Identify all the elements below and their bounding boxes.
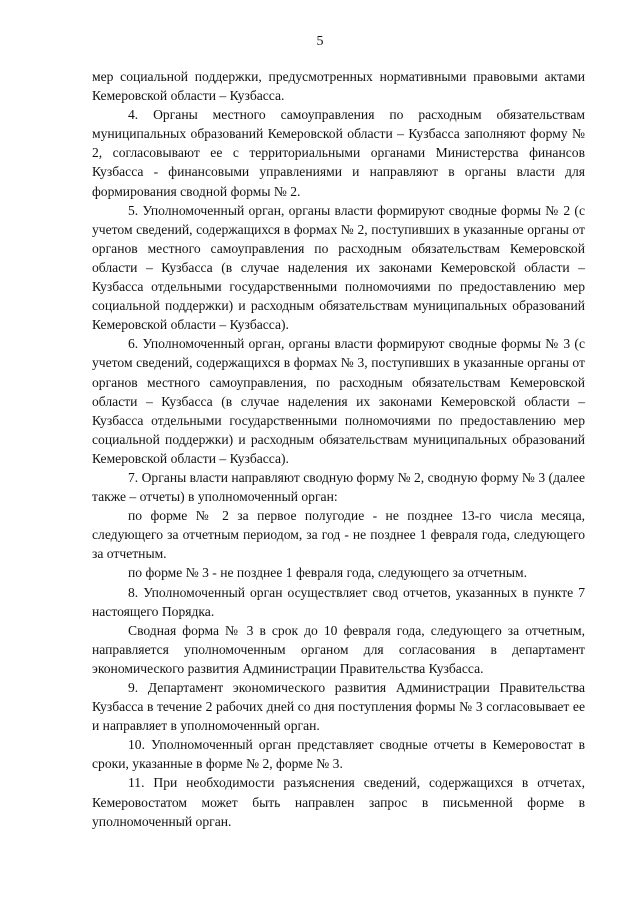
page-number: 5 bbox=[316, 34, 324, 49]
paragraph: 9. Департамент экономического развития Администрации Правительства Кузбасса в течение 2 рабочих дней со дня поступления формы № 3 согласовывает ее и направляет в уполномоченный орган. bbox=[92, 680, 585, 734]
paragraph: 4. Органы местного самоуправления по расходным обязательствам муниципальных образований Кемеровской области – Кузбасса заполняют форму № 2, согласовывают ее с территориальными органами Министерства финансов Кузбасса - финансовыми управлениями и направляют в органы власти для формирования сводной формы № 2. bbox=[92, 107, 585, 199]
paragraph: по форме № 3 - не позднее 1 февраля года, следующего за отчетным. bbox=[128, 565, 528, 581]
paragraph: 7. Органы власти направляют сводную форму № 2, сводную форму № 3 (далее также – отчеты) в уполномоченный орган: bbox=[92, 469, 585, 505]
document-body bbox=[92, 67, 585, 831]
paragraph: Сводная форма № 3 в срок до 10 февраля года, следующего за отчетным, направляется уполномоченным органом для согласования в департамент экономического развития Администрации Правительства Кузбасса. bbox=[92, 622, 585, 676]
paragraph: 8. Уполномоченный орган осуществляет свод отчетов, указанных в пункте 7 настоящего Порядка. bbox=[92, 584, 585, 619]
paragraph: мер социальной поддержки, предусмотренных нормативными правовыми актами Кемеровской области – Кузбасса. bbox=[92, 69, 585, 104]
paragraph: 5. Уполномоченный орган, органы власти формируют сводные формы № 2 (с учетом сведений, содержащихся в формах № 2, поступивших в указанные органы от органов местного самоуправления по расходным обязательствам Кемеровской области – Кузбасса (в случае наделения их законами Кемеровской области – Кузбасса отдельными государственными полномочиями по предоставлению мер социальной поддержки) и расходным обязательствам муниципальных образований Кемеровской области – Кузбасса). bbox=[92, 202, 585, 333]
paragraph: 11. При необходимости разъяснения сведений, содержащихся в отчетах, Кемеровостатом может быть направлен запрос в письменной форме в уполномоченный орган. bbox=[92, 775, 585, 829]
paragraph: по форме № 2 за первое полугодие - не позднее 13-го числа месяца, следующего за отчетным периодом, за год - не позднее 1 февраля года, следующего за отчетным. bbox=[92, 508, 585, 562]
paragraph: 6. Уполномоченный орган, органы власти формируют сводные формы № 3 (с учетом сведений, содержащихся в формах № 3, поступивших в указанные органы от органов местного самоуправления, по расходным обязательствам Кемеровской области – Кузбасса (в случае наделения их законами Кемеровской области – Кузбасса отдельными государственными полномочиями по предоставлению мер социальной поддержки) и расходным обязательствам муниципальных образований Кемеровской области – Кузбасса). bbox=[92, 336, 585, 466]
paragraph: 10. Уполномоченный орган представляет сводные отчеты в Кемеровостат в сроки, указанные в форме № 2, форме № 3. bbox=[92, 737, 585, 772]
